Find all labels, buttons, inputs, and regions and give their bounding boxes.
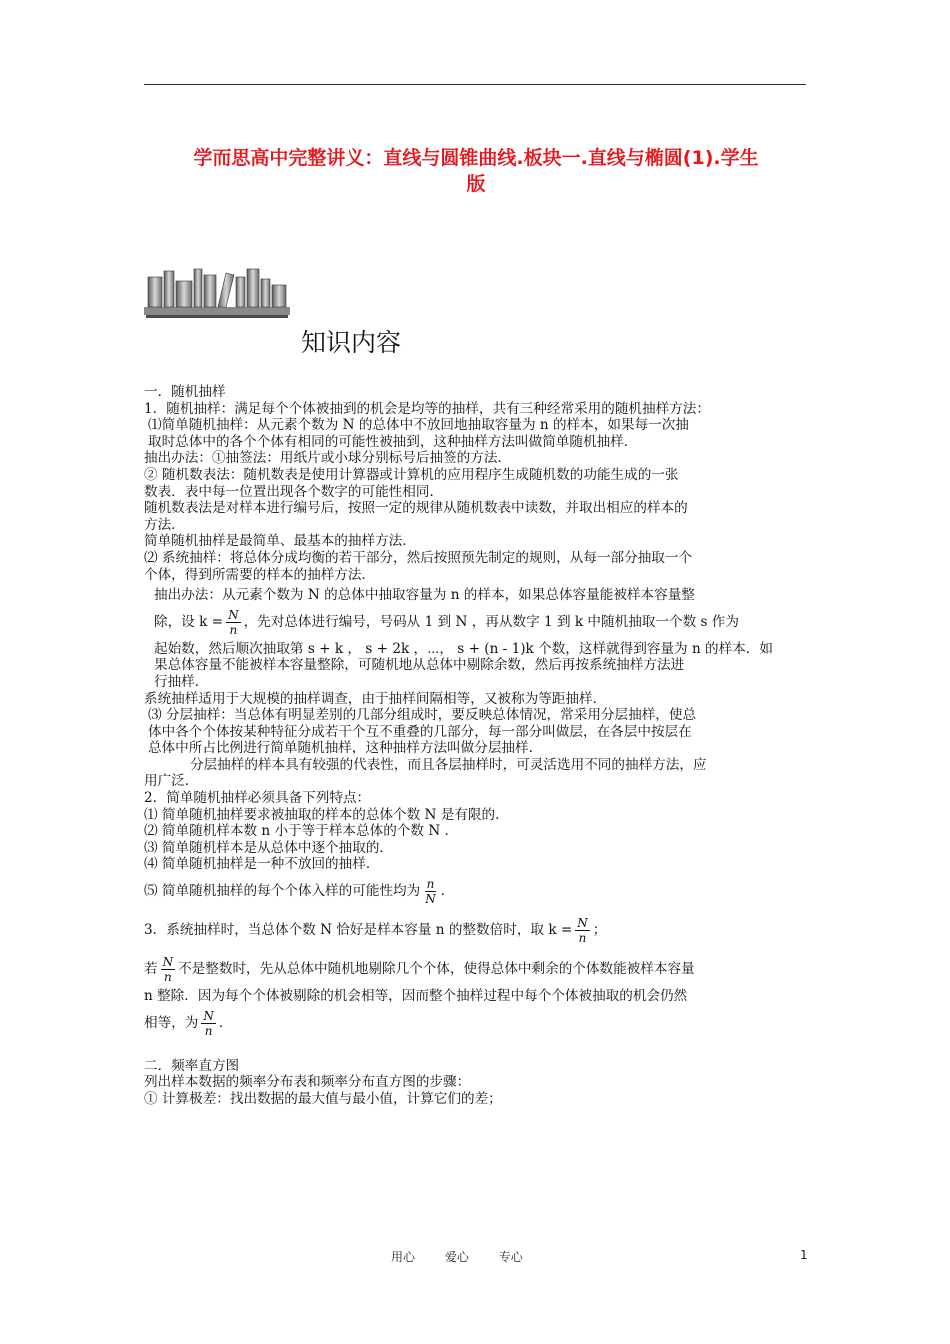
footer-motto-item: 专心: [498, 1250, 523, 1264]
fraction: [575, 916, 590, 945]
fraction: [201, 1009, 216, 1038]
paragraph-line: 抽出办法：①抽签法：用纸片或小球分别标号后抽签的方法．: [144, 450, 512, 467]
paragraph-line: ⑶ 简单随机样本是从总体中逐个抽取的．: [144, 839, 394, 856]
paragraph-line: ① 计算极差：找出数据的最大值与最小值，计算它们的差；: [144, 1090, 502, 1107]
fraction-numerator: N: [577, 916, 588, 931]
fraction-numerator: N: [203, 1008, 214, 1023]
formula-line: [144, 955, 814, 984]
paragraph-line: ⑶ 分层抽样：当总体有明显差别的几部分组成时，要反映总体情况，常采用分层抽样，使总: [148, 707, 697, 724]
fraction-numerator: n: [426, 877, 435, 892]
paragraph-line: 体中各个个体按某种特征分成若干个互不重叠的几部分，每一部分叫做层，在各层中按层在: [148, 723, 692, 740]
body-text: [144, 384, 814, 1107]
paragraph-text: ，先对总体进行编号，号码从 1 到 N ，再从数字 1 到 k 中随机抽取一个数 s 作为: [243, 613, 739, 630]
paragraph-line: ⑴简单随机抽样：从元素个数为 N 的总体中不放回地抽取容量为 n 的样本，如果每一次抽: [148, 417, 689, 434]
formula-line: [144, 1009, 814, 1038]
paragraph-line: 列出样本数据的频率分布表和频率分布直方图的步骤：: [144, 1074, 471, 1091]
paragraph-text: 3．系统抽样时，当总体个数 N 恰好是样本容量 n 的整数倍时，取 k =: [144, 922, 573, 939]
paragraph-line: ⑴ 简单随机抽样要求被抽取的样本的总体个数 N 是有限的．: [144, 806, 509, 823]
paragraph-line: 数表．表中每一位置出现各个数字的可能性相同．: [144, 483, 444, 500]
paragraph-line: 起始数，然后顺次抽取第 s + k ， s + 2k ，⋯， s + (n - 1)k 个数，这样就得到容量为 n 的样本．如: [154, 640, 773, 657]
fraction: [161, 955, 176, 984]
fraction-denominator: n: [229, 622, 238, 637]
paragraph-text: ；: [592, 922, 607, 939]
bookshelf-logo-icon: [144, 265, 290, 321]
fraction-denominator: n: [204, 1023, 213, 1038]
footer-motto-item: 用心: [391, 1250, 416, 1264]
paragraph-text: 若: [144, 961, 158, 978]
formula-line: [144, 916, 814, 945]
paragraph-line: 取时总体中的各个个体有相同的可能性被抽到，这种抽样方法叫做简单随机抽样．: [148, 433, 638, 450]
paragraph-line: 简单随机抽样是最简单、最基本的抽样方法．: [144, 533, 416, 550]
fraction-denominator: n: [578, 931, 587, 946]
fraction-numerator: N: [228, 607, 239, 622]
paragraph-line: 行抽样．: [154, 673, 209, 690]
paragraph-text: ⑸ 简单随机抽样的每个个体入样的可能性均为: [144, 883, 421, 900]
paragraph-line: 抽出办法：从元素个数为 N 的总体中抽取容量为 n 的样本，如果总体容量能被样本容量整: [154, 587, 695, 604]
paragraph-text: 相等，为: [144, 1014, 199, 1031]
section-heading: 知识内容: [301, 328, 402, 357]
paragraph-line: 分层抽样的样本具有较强的代表性，而且各层抽样时，可灵活选用不同的抽样方法，应: [190, 756, 707, 773]
paragraph-line: 用广泛．: [144, 773, 199, 790]
paragraph-line: ⑷ 简单随机抽样是一种不放回的抽样．: [144, 856, 380, 873]
page-footer: [0, 1248, 950, 1268]
document-title: [140, 145, 812, 197]
paragraph-line: 果总体容量不能被样本容量整除，可随机地从总体中剔除余数，然后再按系统抽样方法进: [154, 657, 685, 674]
section-2-heading: 二．频率直方图: [144, 1057, 240, 1074]
paragraph-line: 方法．: [144, 516, 185, 533]
paragraph-line: n 整除．因为每个个体被剔除的机会相等，因而整个抽样过程中每个个体被抽取的机会仍然: [144, 988, 688, 1005]
page-number: 1: [800, 1248, 808, 1262]
paragraph-line: 2．简单随机抽样必须具备下列特点：: [144, 790, 371, 807]
fraction-numerator: N: [162, 955, 174, 970]
section-1-heading: 一．随机抽样: [144, 384, 226, 400]
formula-line: [144, 877, 814, 906]
paragraph-line: 系统抽样适用于大规模的抽样调查，由于抽样间隔相等，又被称为等距抽样．: [144, 690, 607, 707]
paragraph-line: 总体中所占比例进行简单随机抽样，这种抽样方法叫做分层抽样．: [148, 740, 543, 757]
paragraph-text: 不是整数时，先从总体中随机地剔除几个个体，使得总体中剩余的个体数能被样本容量: [178, 961, 695, 978]
footer-motto: [391, 1248, 549, 1265]
fraction: [423, 877, 438, 906]
paragraph-text: ．: [440, 883, 455, 900]
title-line-2: 版: [466, 173, 486, 195]
fraction: [226, 608, 241, 637]
paragraph-line: ⑵ 简单随机样本数 n 小于等于样本总体的个数 N ．: [144, 823, 459, 840]
fraction-denominator: N: [425, 892, 436, 907]
paragraph-text: 除，设 k =: [154, 613, 224, 630]
paragraph-line: 个体，得到所需要的样本的抽样方法．: [144, 566, 376, 583]
paragraph-text: ．: [218, 1014, 233, 1031]
title-line-1: 学而思高中完整讲义：直线与圆锥曲线.板块一.直线与椭圆(1).学生: [193, 147, 759, 169]
paragraph-line: ⑵ 系统抽样：将总体分成均衡的若干部分，然后按照预先制定的规则，从每一部分抽取一个: [144, 549, 693, 566]
fraction-denominator: n: [163, 970, 172, 985]
paragraph-line: 1．随机抽样：满足每个个体被抽到的机会是均等的抽样，共有三种经常采用的随机抽样方法：: [144, 400, 710, 417]
formula-line: [144, 608, 814, 637]
paragraph-line: 随机数表法是对样本进行编号后，按照一定的规律从随机数表中读数，并取出相应的样本的: [144, 500, 688, 517]
header-rule: [144, 84, 806, 85]
paragraph-line: ② 随机数表法：随机数表是使用计算器或计算机的应用程序生成随机数的功能生成的一张: [144, 466, 679, 483]
footer-motto-item: 爱心: [444, 1250, 469, 1264]
